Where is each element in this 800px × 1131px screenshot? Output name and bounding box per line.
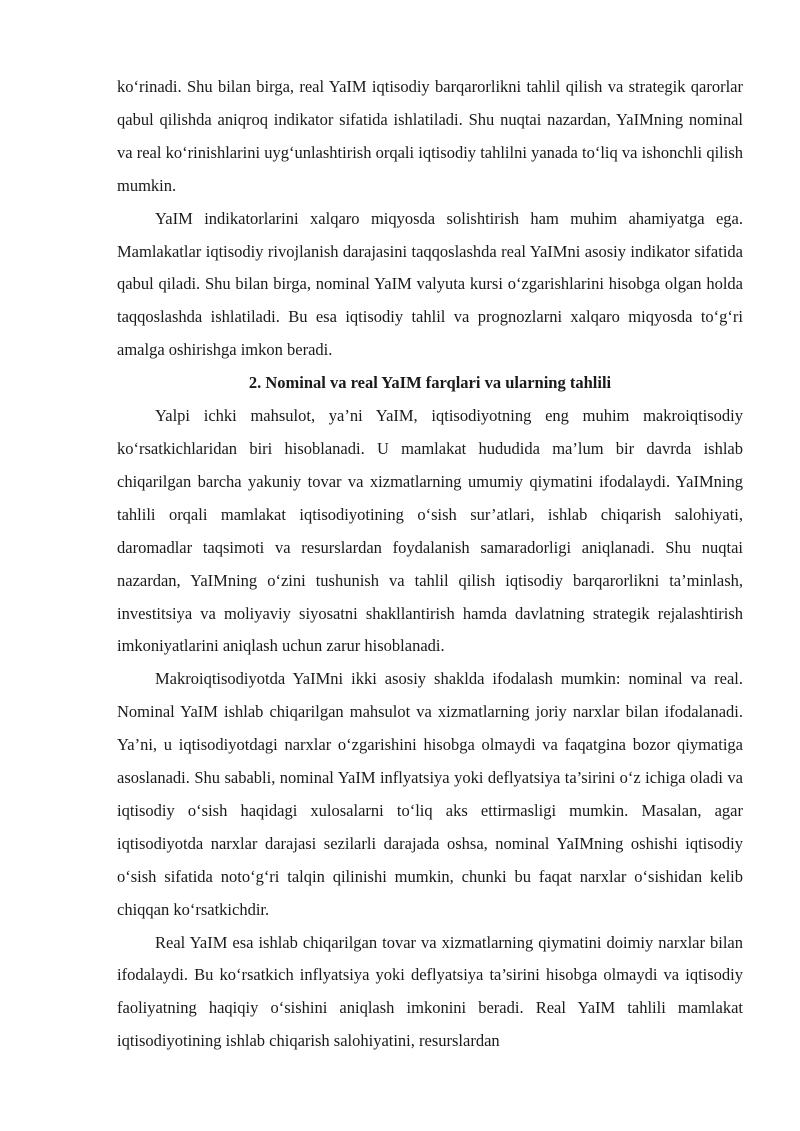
paragraph-real-gdp: Real YaIM esa ishlab chiqarilgan tovar va xizmatlarning qiymatini doimiy narxlar bilan ifodalaydi. Bu ko‘rsatkich inflyatsiya yoki deflyatsiya ta’sirini hisobga olmaydi va iqtisodiy faoliyatning haqiqiy o‘sishini aniqlash imkonini beradi. Real YaIM tahlili mamlakat iqtisodiyotining ishlab chiqarish salohiyatini, resurslardan bbox=[117, 932, 743, 1051]
section-heading: 2. Nominal va real YaIM farqlari va ularning tahlili bbox=[248, 373, 612, 393]
paragraph-nominal-gdp: Makroiqtisodiyotda YaIMni ikki asosiy shaklda ifodalash mumkin: nominal va real. Nominal YaIM ishlab chiqarilgan mahsulot va xizmatlarning joriy narxlar bilan ifodalanadi. Ya’ni, u iqtisodiyotdagi narxlar o‘zgarishini hisobga olmaydi va faqatgina bozor qiymatiga asoslanadi. Shu sababli, nominal YaIM inflyatsiya yoki deflyatsiya ta’sirini o‘z ichiga oladi va iqtisodiy o‘sish haqidagi xulosalarni to‘liq aks ettirmasligi mumkin. Masalan, agar iqtisodiyotda narxlar darajasi sezilarli darajada oshsa, nominal YaIMning oshishi iqtisodiy o‘sish sifatida noto‘g‘ri talqin qilinishi mumkin, chunki bu faqat narxlar o‘sishidan kelib chiqqan ko‘rsatkichdir. bbox=[117, 669, 743, 919]
document-page bbox=[117, 71, 743, 1058]
paragraph-continuation: ko‘rinadi. Shu bilan birga, real YaIM iqtisodiy barqarorlikni tahlil qilish va strategik qarorlar qabul qilishda aniqroq indikator sifatida ishlatiladi. Shu nuqtai nazardan, YaIMning nominal va real ko‘rinishlarini uyg‘unlashtirish orqali iqtisodiy tahlilni yanada to‘liq va ishonchli qilish mumkin. bbox=[117, 77, 743, 195]
paragraph-gdp-definition: Yalpi ichki mahsulot, ya’ni YaIM, iqtisodiyotning eng muhim makroiqtisodiy ko‘rsatkichlaridan biri hisoblanadi. U mamlakat hududida ma’lum bir davrda ishlab chiqarilgan barcha yakuniy tovar va xizmatlarning umumiy qiymatini ifodalaydi. YaIMning tahlili orqali mamlakat iqtisodiyotining o‘sish sur’atlari, ishlab chiqarish salohiyati, daromadlar taqsimoti va resurslardan foydalanish samaradorligi aniqlanadi. Shu nuqtai nazardan, YaIMning o‘zini tushunish va tahlil qilish iqtisodiy barqarorlikni ta’minlash, investitsiya va moliyaviy siyosatni shakllantirish hamda davlatning strategik rejalashtirish imkoniyatlarini aniqlash uchun zarur hisoblanadi. bbox=[117, 406, 743, 656]
paragraph-international-comparison: YaIM indikatorlarini xalqaro miqyosda solishtirish ham muhim ahamiyatga ega. Mamlakatlar iqtisodiy rivojlanish darajasini taqqoslashda real YaIMni asosiy indikator sifatida qabul qiladi. Shu bilan birga, nominal YaIM valyuta kursi o‘zgarishlarini hisobga olgan holda taqqoslashda ishlatiladi. Bu esa iqtisodiy tahlil va prognozlarni xalqaro miqyosda to‘g‘ri amalga oshirishga imkon beradi. bbox=[117, 208, 743, 360]
